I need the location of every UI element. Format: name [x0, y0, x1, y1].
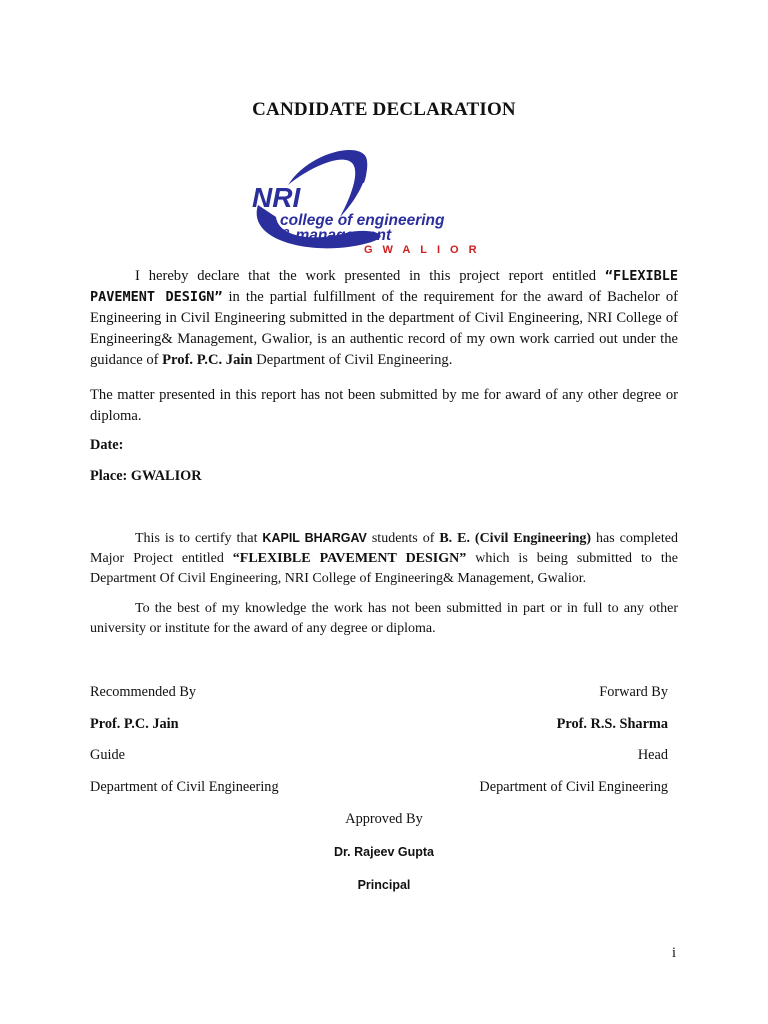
logo-city: GWALIOR — [364, 244, 487, 256]
forward-role: Head — [637, 747, 668, 763]
declaration-paragraph-2: The matter presented in this report has not been submitted by me for award of any other degree or diploma. — [90, 387, 678, 424]
certificate-project-title: “FLEXIBLE PAVEMENT DESIGN” — [232, 551, 467, 566]
certificate-paragraph-2: To the best of my knowledge the work has not been submitted in part or in full to any other university or institute for the award of any degree or diploma. — [90, 601, 678, 636]
declaration-project-title: “FLEXIBLE PAVEMENT DESIGN” — [90, 268, 678, 305]
logo-line-2: & management — [280, 227, 392, 244]
approved-role: Principal — [357, 878, 411, 892]
degree-name: B. E. (Civil Engineering) — [439, 531, 592, 546]
declaration-text-1: I hereby declare that the work presented in this project report entitled — [135, 268, 605, 284]
place-label: Place: GWALIOR — [90, 468, 202, 484]
recommended-name: Prof. P.C. Jain — [90, 716, 179, 732]
date-label: Date: — [90, 437, 124, 453]
declaration-text-3: Department of Civil Engineering. — [252, 352, 453, 368]
candidate-name: KAPIL BHARGAV — [262, 531, 367, 545]
certificate-paragraph — [90, 528, 678, 589]
declaration-text-2: in the partial fulfillment of the requirement for the award of Bachelor of Engineering in Civil Engineering submitted in the department of Civil Engineering, NRI College of Engineering& Management, Gwalior, is an authentic record of my own work carried out under the guidance of — [90, 289, 678, 368]
college-logo-graphic — [248, 145, 520, 257]
certificate-text-3: has completed Major Project entitled — [90, 531, 678, 566]
approved-label: Approved By — [345, 811, 423, 827]
declaration-paragraph — [90, 266, 678, 371]
certificate-text-2: students of — [366, 531, 440, 546]
recommended-label: Recommended By — [90, 684, 197, 700]
college-logo — [248, 145, 520, 257]
logo-line-1: college of engineering — [280, 212, 445, 229]
certificate-text-4: which is being submitted to the Department Of Civil Engineering, NRI College of Engineering& Management, Gwalior. — [90, 551, 679, 586]
declaration-guide-name: Prof. P.C. Jain — [162, 352, 253, 368]
forward-name: Prof. R.S. Sharma — [556, 716, 668, 732]
page-number: i — [672, 945, 676, 961]
approved-name: Dr. Rajeev Gupta — [333, 845, 435, 859]
recommended-role: Guide — [90, 747, 125, 763]
logo-mark-text: NRI — [252, 182, 301, 213]
recommended-department: Department of Civil Engineering — [90, 779, 279, 795]
certificate-text-1: This is to certify that — [135, 531, 263, 546]
forward-label: Forward By — [599, 684, 668, 700]
page-title: CANDIDATE DECLARATION — [252, 99, 516, 120]
forward-department: Department of Civil Engineering — [479, 779, 668, 795]
